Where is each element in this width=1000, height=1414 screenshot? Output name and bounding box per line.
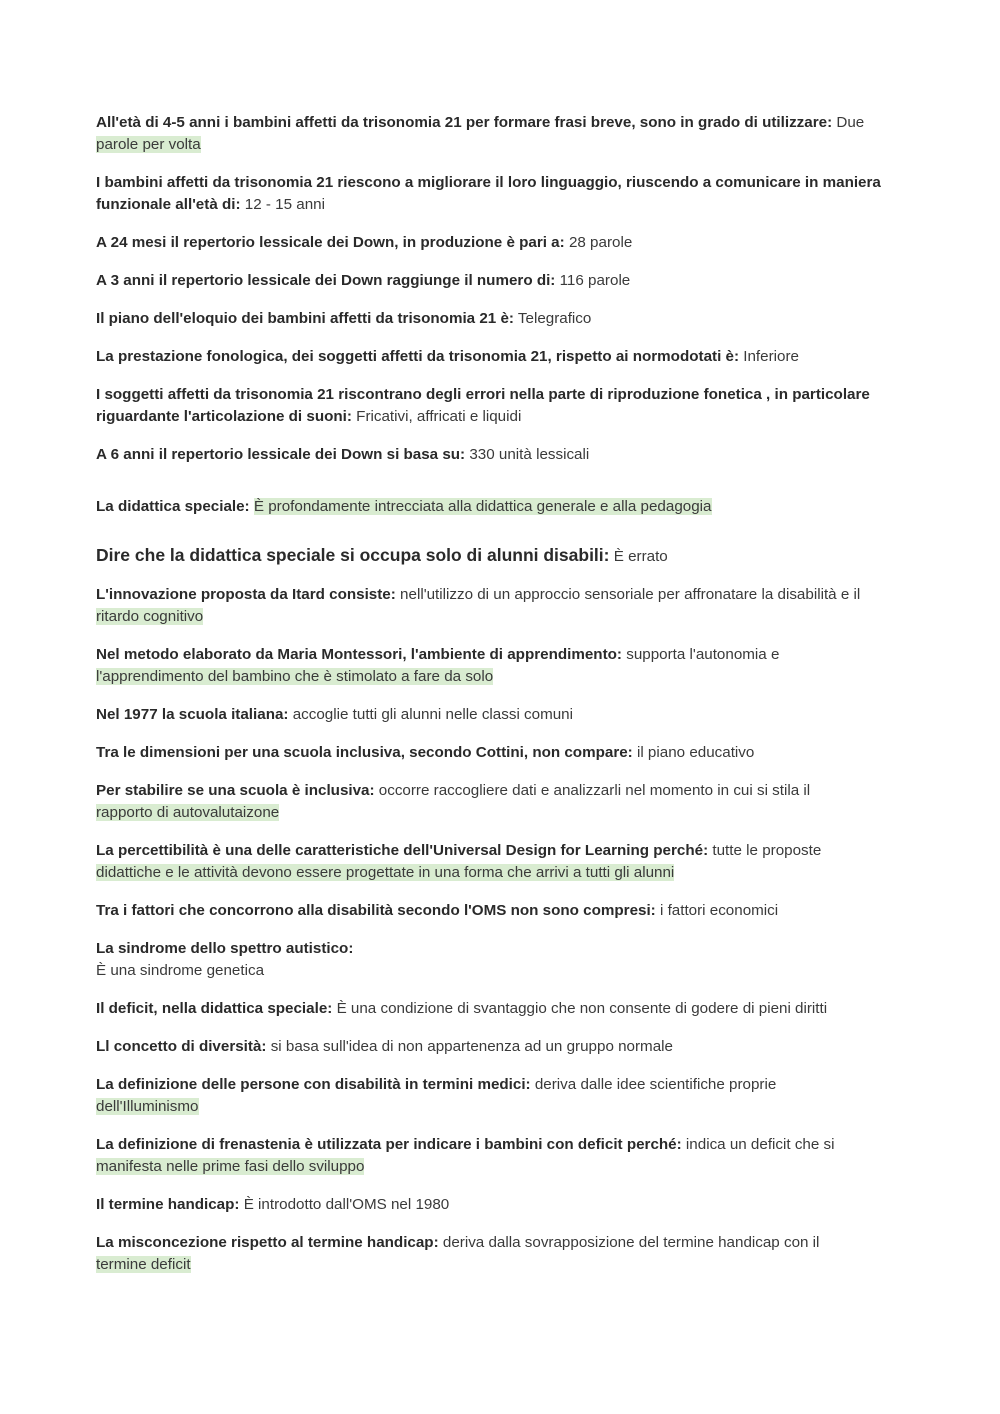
answer: accoglie tutti gli alunni nelle classi comuni [292, 706, 573, 723]
answer-highlight: dell'Illuminismo [96, 1098, 199, 1115]
answer: È una condizione di svantaggio che non consente di godere di pieni diritti [336, 1000, 828, 1017]
qa-item [96, 938, 904, 982]
question: All'età di 4-5 anni i bambini affetti da trisonomia 21 per formare frasi breve, sono in grado di utilizzare: [96, 114, 833, 131]
question: La percettibilità è una delle caratteristiche dell'Universal Design for Learning perché: [96, 842, 709, 859]
qa-item [96, 346, 904, 368]
answer: È errato [613, 548, 668, 565]
answer-highlight: l'apprendimento del bambino che è stimolato a fare da solo [96, 668, 494, 685]
answer-highlight: ritardo cognitivo [96, 608, 204, 625]
answer: È introdotto dall'OMS nel 1980 [243, 1196, 450, 1213]
answer: Fricativi, affricati e liquidi [356, 408, 522, 425]
qa-item [96, 1036, 904, 1058]
qa-item [96, 232, 904, 254]
qa-item [96, 584, 904, 628]
answer: È una sindrome genetica [96, 962, 265, 979]
answer: 12 - 15 anni [244, 196, 325, 213]
question: Dire che la didattica speciale si occupa solo di alunni disabili: [96, 545, 610, 565]
qa-item [96, 544, 904, 568]
question: Per stabilire se una scuola è inclusiva: [96, 782, 375, 799]
qa-item [96, 1194, 904, 1216]
qa-item [96, 704, 904, 726]
qa-item [96, 780, 904, 824]
question: La prestazione fonologica, dei soggetti affetti da trisonomia 21, rispetto ai normodotati è: [96, 348, 740, 365]
question: L'innovazione proposta da Itard consiste: [96, 586, 396, 603]
question: Il piano dell'eloquio dei bambini affetti da trisonomia 21 è: [96, 310, 514, 327]
answer: si basa sull'idea di non appartenenza ad un gruppo normale [270, 1038, 673, 1055]
question: A 6 anni il repertorio lessicale dei Down si basa su: [96, 446, 466, 463]
qa-item [96, 1232, 904, 1276]
question: Ll concetto di diversità: [96, 1038, 267, 1055]
qa-item [96, 444, 904, 466]
answer: 28 parole [568, 234, 633, 251]
qa-item [96, 840, 904, 884]
qa-item [96, 308, 904, 330]
answer-highlight: È profondamente intrecciata alla didattica generale e alla pedagogia [253, 498, 712, 515]
answer-highlight: manifesta nelle prime fasi dello sviluppo [96, 1158, 365, 1175]
question: Nel 1977 la scuola italiana: [96, 706, 289, 723]
question: La definizione delle persone con disabilità in termini medici: [96, 1076, 531, 1093]
question: Il termine handicap: [96, 1196, 240, 1213]
answer: i fattori economici [659, 902, 779, 919]
question: Nel metodo elaborato da Maria Montessori, l'ambiente di apprendimento: [96, 646, 622, 663]
answer-highlight: rapporto di autovalutaizone [96, 804, 280, 821]
qa-item [96, 900, 904, 922]
question: A 24 mesi il repertorio lessicale dei Down, in produzione è pari a: [96, 234, 565, 251]
question: A 3 anni il repertorio lessicale dei Down raggiunge il numero di: [96, 272, 556, 289]
question: Tra i fattori che concorrono alla disabilità secondo l'OMS non sono compresi: [96, 902, 656, 919]
question: La didattica speciale: [96, 498, 250, 515]
answer: Telegrafico [517, 310, 592, 327]
qa-item [96, 1074, 904, 1118]
qa-item [96, 112, 904, 156]
answer-highlight: didattiche e le attività devono essere progettate in una forma che arrivi a tutti gli alunni [96, 864, 675, 881]
answer: Due [836, 114, 865, 131]
answer-highlight: parole per volta [96, 136, 201, 153]
qa-item [96, 496, 904, 518]
qa-item [96, 998, 904, 1020]
answer: Inferiore [743, 348, 799, 365]
question: I bambini affetti da trisonomia 21 riescono a migliorare il loro linguaggio, riuscendo a comunicare in maniera funzionale all'età di: [96, 174, 881, 213]
answer: 116 parole [559, 272, 631, 289]
question: Il deficit, nella didattica speciale: [96, 1000, 333, 1017]
document-page [96, 112, 904, 1292]
answer: 330 unità lessicali [469, 446, 590, 463]
question: Tra le dimensioni per una scuola inclusiva, secondo Cottini, non compare: [96, 744, 633, 761]
answer: supporta l'autonomia e [626, 646, 780, 663]
answer: indica un deficit che si [685, 1136, 835, 1153]
qa-item [96, 1134, 904, 1178]
question: La sindrome dello spettro autistico: [96, 940, 354, 957]
answer: deriva dalle idee scientifiche proprie [534, 1076, 777, 1093]
question: La definizione di frenastenia è utilizzata per indicare i bambini con deficit perché: [96, 1136, 682, 1153]
question: La misconcezione rispetto al termine handicap: [96, 1234, 439, 1251]
qa-item [96, 644, 904, 688]
qa-item [96, 172, 904, 216]
qa-item [96, 742, 904, 764]
answer: deriva dalla sovrapposizione del termine handicap con il [442, 1234, 820, 1251]
answer: nell'utilizzo di un approccio sensoriale per affronatare la disabilità e il [400, 586, 861, 603]
answer-highlight: termine deficit [96, 1256, 191, 1273]
qa-item [96, 270, 904, 292]
answer: tutte le proposte [712, 842, 822, 859]
answer: occorre raccogliere dati e analizzarli nel momento in cui si stila il [378, 782, 811, 799]
question: I soggetti affetti da trisonomia 21 riscontrano degli errori nella parte di riproduzione fonetica , in particolare riguardante l'articolazione di suoni: [96, 386, 870, 425]
qa-item [96, 384, 904, 428]
answer: il piano educativo [636, 744, 755, 761]
